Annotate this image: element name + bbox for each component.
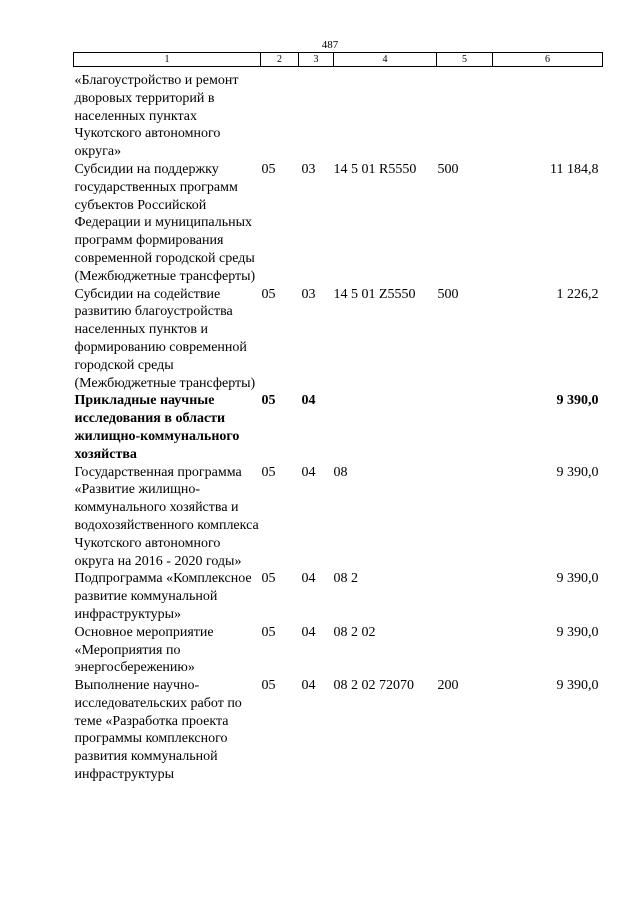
row-expense-type — [437, 624, 493, 677]
row-target-article: 14 5 01 R5550 — [333, 161, 417, 177]
row-subsection: 04 — [301, 678, 316, 694]
row-sum: 9 390,0 — [556, 678, 599, 694]
row-subsection: 03 — [301, 161, 316, 177]
row-subsection: 04 — [301, 624, 316, 640]
row-name: Прикладные научные исследования в области жилищно-коммунального хозяйства — [74, 393, 240, 462]
row-section — [261, 67, 299, 161]
row-sum: 1 226,2 — [556, 286, 599, 302]
table-row — [74, 570, 603, 623]
row-target-article — [334, 67, 437, 161]
row-name: Подпрограмма «Комплексное развитие коммунальной инфраструктуры» — [74, 571, 252, 622]
row-section: 05 — [261, 464, 276, 480]
row-target-article: 08 2 — [333, 571, 358, 587]
header-col-1: 1 — [74, 53, 261, 67]
header-col-5: 5 — [437, 53, 493, 67]
table-body — [74, 67, 603, 784]
row-subsection: 04 — [301, 393, 316, 409]
row-sum: 9 390,0 — [556, 464, 599, 480]
budget-table — [73, 52, 603, 784]
row-name: «Благоустройство и ремонт дворовых территорий в населенных пунктах Чукотского автономного округа» — [74, 73, 239, 160]
table-row — [74, 286, 603, 393]
row-sum: 11 184,8 — [550, 161, 599, 177]
table-header — [74, 53, 603, 67]
row-target-article: 14 5 01 Z5550 — [333, 286, 416, 302]
row-section: 05 — [261, 624, 276, 640]
header-row — [74, 53, 603, 67]
header-col-3: 3 — [299, 53, 334, 67]
table-row — [74, 67, 603, 161]
row-section: 05 — [261, 286, 276, 302]
row-name: Государственная программа «Развитие жилищно-коммунального хозяйства и водохозяйственного комплекса Чукотского автономного округа на 2016 - 2020 годы» — [74, 464, 259, 569]
row-sum: 9 390,0 — [556, 393, 599, 409]
row-name: Субсидии на содействие развитию благоустройства населенных пунктов и формированию современной городской среды (Межбюджетные трансферты) — [74, 286, 256, 391]
row-target-article: 08 2 02 72070 — [333, 678, 414, 694]
row-section: 05 — [261, 393, 276, 409]
row-section: 05 — [261, 678, 276, 694]
row-target-article — [334, 392, 437, 463]
row-name: Субсидии на поддержку государственных программ субъектов Российской Федерации и муниципальных программ формирования современной городской среды (Межбюджетные трансферты) — [74, 161, 256, 284]
table-row — [74, 161, 603, 286]
row-sum: 9 390,0 — [556, 571, 599, 587]
row-expense-type — [437, 392, 493, 463]
row-expense-type — [437, 464, 493, 571]
row-subsection: 04 — [301, 464, 316, 480]
row-expense-type — [437, 67, 493, 161]
row-target-article: 08 — [333, 464, 348, 480]
page-number: 487 — [321, 39, 339, 51]
table-row — [74, 624, 603, 677]
row-section: 05 — [261, 571, 276, 587]
header-col-2: 2 — [261, 53, 299, 67]
table-row — [74, 464, 603, 571]
header-col-6: 6 — [493, 53, 603, 67]
row-sum: 9 390,0 — [556, 624, 599, 640]
row-target-article: 08 2 02 — [333, 624, 376, 640]
row-subsection: 04 — [301, 571, 316, 587]
row-section: 05 — [261, 161, 276, 177]
row-name: Основное мероприятие «Мероприятия по энергосбережению» — [74, 624, 214, 676]
table-row — [74, 677, 603, 784]
row-expense-type — [437, 570, 493, 623]
row-expense-type: 500 — [437, 286, 459, 302]
row-sum — [493, 67, 603, 161]
row-expense-type: 200 — [437, 678, 459, 694]
row-name: Выполнение научно-исследовательских работ по теме «Разработка проекта программы комплексного развития коммунальной инфраструктуры — [74, 678, 242, 783]
row-subsection: 03 — [301, 286, 316, 302]
header-col-4: 4 — [334, 53, 437, 67]
table-row-section-heading — [74, 392, 603, 463]
row-subsection — [299, 67, 334, 161]
row-expense-type: 500 — [437, 161, 459, 177]
